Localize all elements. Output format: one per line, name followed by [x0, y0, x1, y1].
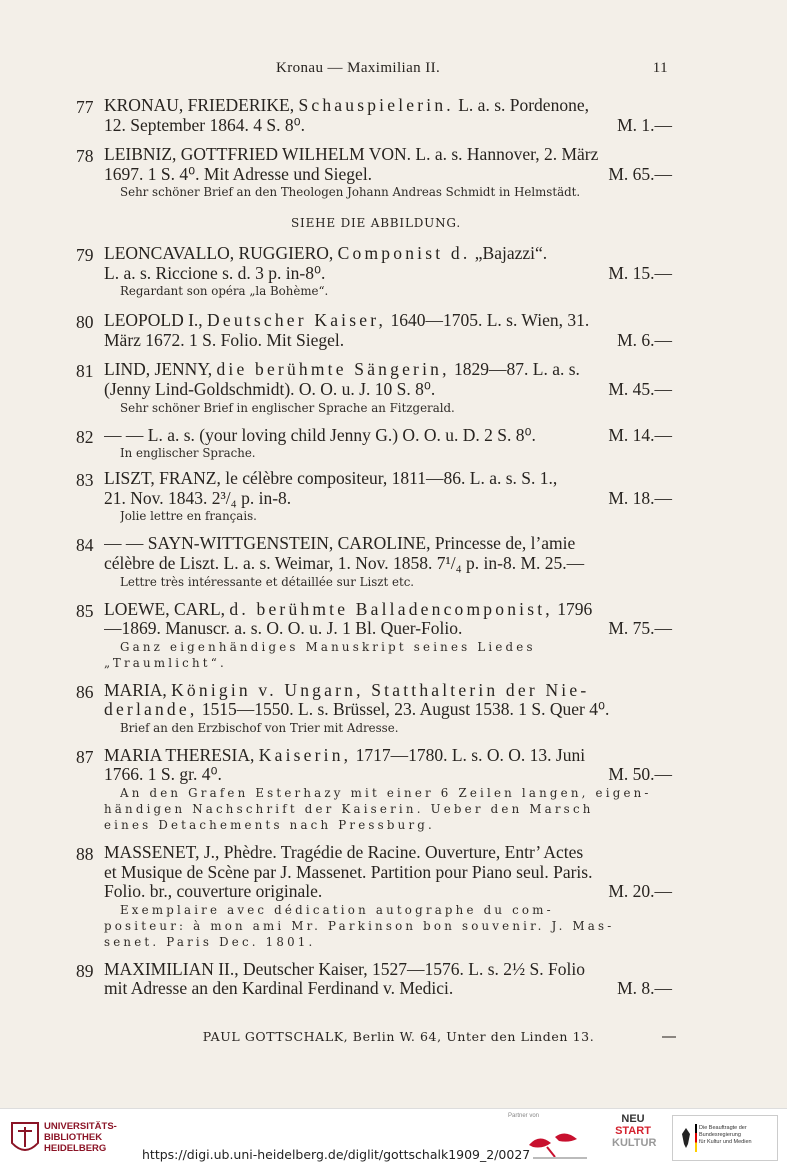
signature-mark	[662, 1036, 676, 1038]
entry-price: M. 14.—	[608, 425, 672, 445]
entry-text-pre: (Jenny Lind-Goldschmidt). O. O. u. J. 10 S. 8⁰.	[104, 379, 436, 399]
catalog-entry	[76, 960, 676, 999]
entry-text-pre: 12. September 1864. 4 S. 8⁰.	[104, 115, 305, 135]
entry-text-post: 1829—87. L. a. s.	[449, 360, 580, 380]
entry-line	[104, 843, 676, 863]
entry-price: M. 75.—	[608, 619, 672, 639]
catalog-entry	[76, 426, 676, 462]
entry-line	[104, 360, 676, 380]
entry-text-post: 1796	[552, 599, 593, 619]
entry-number: 81	[76, 361, 94, 382]
entry-text-pre: L. a. s. Riccione s. d. 3 p. in-8⁰.	[104, 263, 326, 283]
bkm-line: für Kultur und Medien	[699, 1139, 752, 1145]
entry-line	[104, 145, 676, 165]
entry-note: eines Detachements nach Pressburg.	[104, 818, 435, 833]
entry-line	[104, 426, 676, 446]
publisher-imprint: PAUL GOTTSCHALK, Berlin W. 64, Unter den Linden 13.	[202, 1029, 595, 1044]
catalog-entry	[76, 96, 676, 135]
library-name	[44, 1121, 117, 1154]
catalog-entry	[76, 360, 676, 415]
catalog-entry	[76, 534, 676, 589]
seal-icon	[8, 1119, 42, 1159]
entry-price: M. 15.—	[608, 263, 672, 283]
entry-line	[104, 116, 676, 136]
entry-text-pre: célèbre de Liszt. L. a. s. Weimar, 1. Nov. 1858. 7¹/₄ p. in-8. M. 25.—	[104, 553, 585, 573]
entry-number: 78	[76, 146, 94, 167]
entry-line	[104, 311, 676, 331]
entry-text-pre: Folio. br., couverture originale.	[104, 882, 323, 902]
entry-text-post: 1640—1705. L. s. Wien, 31.	[386, 311, 590, 331]
library-line: HEIDELBERG	[44, 1143, 107, 1154]
entry-text-pre: LISZT, FRANZ, le célèbre compositeur, 1811—86. L. a. s. S. 1.,	[104, 469, 558, 489]
catalog-entry	[76, 681, 676, 736]
neustart-kultur-logo[interactable]	[612, 1113, 657, 1161]
entry-line	[104, 960, 676, 980]
entry-line	[104, 700, 676, 720]
entry-note: Jolie lettre en français.	[120, 509, 257, 524]
entry-text-spaced: Kaiserin,	[258, 745, 352, 765]
entry-number: 88	[76, 844, 94, 865]
entry-note: Ganz eigenhändiges Manuskript seines Liedes	[120, 639, 536, 654]
entry-line	[104, 882, 676, 902]
entry-text-post: L. a. s. Pordenone,	[453, 96, 589, 115]
entry-text-pre: LEONCAVALLO, RUGGIERO,	[104, 243, 338, 263]
entry-text-pre: — — L. a. s. (your loving child Jenny G.) O. O. u. D. 2 S. 8⁰.	[104, 425, 536, 445]
entry-price: M. 45.—	[608, 379, 672, 399]
entry-number: 79	[76, 244, 94, 265]
flag-stripe	[695, 1124, 697, 1152]
entry-note: Brief an den Erzbischof von Trier mit Adresse.	[120, 720, 399, 735]
catalog-entry	[76, 600, 676, 671]
entry-price: M. 1.—	[617, 115, 672, 135]
entry-line	[104, 331, 676, 351]
entry-price: M. 18.—	[608, 488, 672, 508]
entry-text-pre: KRONAU, FRIEDERIKE,	[104, 96, 299, 115]
entry-text-spaced: Schauspielerin.	[298, 96, 454, 115]
entry-line	[104, 534, 676, 554]
entry-number: 83	[76, 470, 94, 491]
entry-line	[104, 681, 676, 701]
entry-price: M. 20.—	[608, 882, 672, 902]
entry-line	[104, 600, 676, 620]
neustart-line: KULTUR	[612, 1137, 657, 1149]
entry-number: 87	[76, 746, 94, 767]
entry-note: In englischer Sprache.	[120, 446, 256, 461]
neustart-line: NEU	[621, 1113, 645, 1125]
entry-text-pre: LEOPOLD I.,	[104, 311, 208, 331]
entry-note: Sehr schöner Brief an den Theologen Johann Andreas Schmidt in Helmstädt.	[120, 185, 581, 200]
partner-label: Partner von	[508, 1113, 540, 1119]
entry-number: 86	[76, 681, 94, 702]
entry-text-pre: MARIA,	[104, 680, 172, 700]
entry-text-pre: MASSENET, J., Phèdre. Tragédie de Racine. Ouverture, Entr’ Actes	[104, 843, 584, 863]
entry-note: senet. Paris Dec. 1801.	[104, 934, 316, 949]
entry-text-post: 1717—1780. L. s. O. O. 13. Juni	[351, 745, 586, 765]
catalog-entry	[76, 145, 676, 234]
entry-line	[104, 96, 676, 116]
entry-text-spaced: die berühmte Sängerin,	[216, 360, 450, 380]
library-line: BIBLIOTHEK	[44, 1132, 103, 1143]
eagle-icon	[679, 1124, 693, 1152]
entry-text-pre: 21. Nov. 1843. 2³/₄ p. in-8.	[104, 488, 292, 508]
entry-line	[104, 746, 676, 766]
entry-text-spaced: Königin v. Ungarn, Statthalterin der Nie-	[171, 680, 590, 700]
permalink-url[interactable]: https://digi.ub.uni-heidelberg.de/diglit/gottschalk1909_2/0027	[142, 1147, 531, 1162]
entry-line	[104, 554, 676, 574]
entry-text-pre: LEIBNIZ, GOTTFRIED WILHELM VON. L. a. s. Hannover, 2. März	[104, 145, 599, 165]
entry-note: Sehr schöner Brief in englischer Sprache an Fitzgerald.	[120, 400, 455, 415]
entry-number: 80	[76, 312, 94, 333]
entry-line	[104, 619, 676, 639]
entry-line	[104, 244, 676, 264]
entry-text-pre: mit Adresse an den Kardinal Ferdinand v. Medici.	[104, 979, 454, 999]
entry-line	[104, 380, 676, 400]
header-title: Kronau — Maximilian II.	[276, 60, 441, 76]
catalog-entry	[76, 746, 676, 833]
entry-note: händigen Nachschrift der Kaiserin. Ueber den Marsch	[104, 802, 594, 817]
entry-number: 82	[76, 426, 94, 447]
entry-note: An den Grafen Esterhazy mit einer 6 Zeilen langen, eigen-	[120, 786, 652, 801]
entry-line	[104, 469, 676, 489]
entry-text-pre: MAXIMILIAN II., Deutscher Kaiser, 1527—1576. L. s. 2½ S. Folio	[104, 959, 585, 979]
entry-text-pre: — — SAYN-WITTGENSTEIN, CAROLINE, Princesse de, l’amie	[104, 534, 576, 554]
entry-number: 89	[76, 960, 94, 981]
entry-note: positeur: à mon ami Mr. Parkinson bon souvenir. J. Mas-	[104, 918, 615, 933]
bkm-logo[interactable]	[672, 1115, 778, 1161]
entry-text-pre: LOEWE, CARL,	[104, 599, 230, 619]
entry-note: Exemplaire avec dédication autographe du com-	[120, 902, 554, 917]
entry-line	[104, 765, 676, 785]
entry-number: 85	[76, 600, 94, 621]
entry-text-pre: 1766. 1 S. gr. 4⁰.	[104, 765, 222, 785]
catalog-entry	[76, 843, 676, 950]
entry-text-pre: et Musique de Scène par J. Massenet. Partition pour Piano seul. Paris.	[104, 862, 593, 882]
viewer-footer-bar	[0, 1108, 787, 1166]
entry-text-pre: LIND, JENNY,	[104, 360, 217, 380]
library-line: UNIVERSITÄTS-	[44, 1121, 117, 1132]
entry-price: M. 50.—	[608, 765, 672, 785]
catalog-entries	[76, 96, 676, 1009]
entry-number: 77	[76, 97, 94, 117]
entry-note: Lettre très intéressante et détaillée sur Liszt etc.	[120, 574, 415, 589]
entry-text-spaced: derlande,	[104, 700, 198, 720]
running-header	[88, 60, 668, 82]
bkm-text	[699, 1125, 777, 1146]
page-number: 11	[652, 60, 668, 76]
entry-line	[104, 489, 676, 509]
entry-text-post: 1515—1550. L. s. Brüssel, 23. August 1538. 1 S. Quer 4⁰.	[197, 700, 610, 720]
entry-note: Regardant son opéra „la Bohème“.	[120, 284, 329, 299]
ub-heidelberg-logo[interactable]	[8, 1115, 138, 1163]
ddb-logo-icon[interactable]	[525, 1123, 595, 1163]
entry-text-spaced: Deutscher Kaiser,	[207, 311, 387, 331]
illustration-reference: SIEHE DIE ABBILDUNG.	[291, 216, 461, 231]
entry-line	[104, 863, 676, 883]
entry-text-pre: 1697. 1 S. 4⁰. Mit Adresse und Siegel.	[104, 164, 373, 184]
catalog-entry	[76, 311, 676, 350]
entry-line	[104, 264, 676, 284]
entry-note: „Traumlicht“.	[104, 655, 227, 670]
bkm-line: Die Beauftragte der Bundesregierung	[699, 1125, 747, 1138]
neustart-line: START	[615, 1125, 651, 1137]
entry-text-pre: MARIA THERESIA,	[104, 745, 259, 765]
entry-text-spaced: Componist d.	[337, 243, 471, 263]
entry-text-post: „Bajazzi“.	[470, 243, 548, 263]
entry-text-spaced: d. berühmte Balladencomponist,	[229, 599, 553, 619]
catalog-entry	[76, 469, 676, 524]
entry-price: M. 65.—	[608, 164, 672, 184]
entry-number: 84	[76, 535, 94, 556]
entry-price: M. 8.—	[617, 979, 672, 999]
entry-text-pre: —1869. Manuscr. a. s. O. O. u. J. 1 Bl. Quer-Folio.	[104, 619, 463, 639]
entry-price: M. 6.—	[617, 330, 672, 350]
entry-text-pre: März 1672. 1 S. Folio. Mit Siegel.	[104, 330, 345, 350]
entry-line	[104, 165, 676, 185]
catalog-entry	[76, 244, 676, 299]
entry-line	[104, 979, 676, 999]
